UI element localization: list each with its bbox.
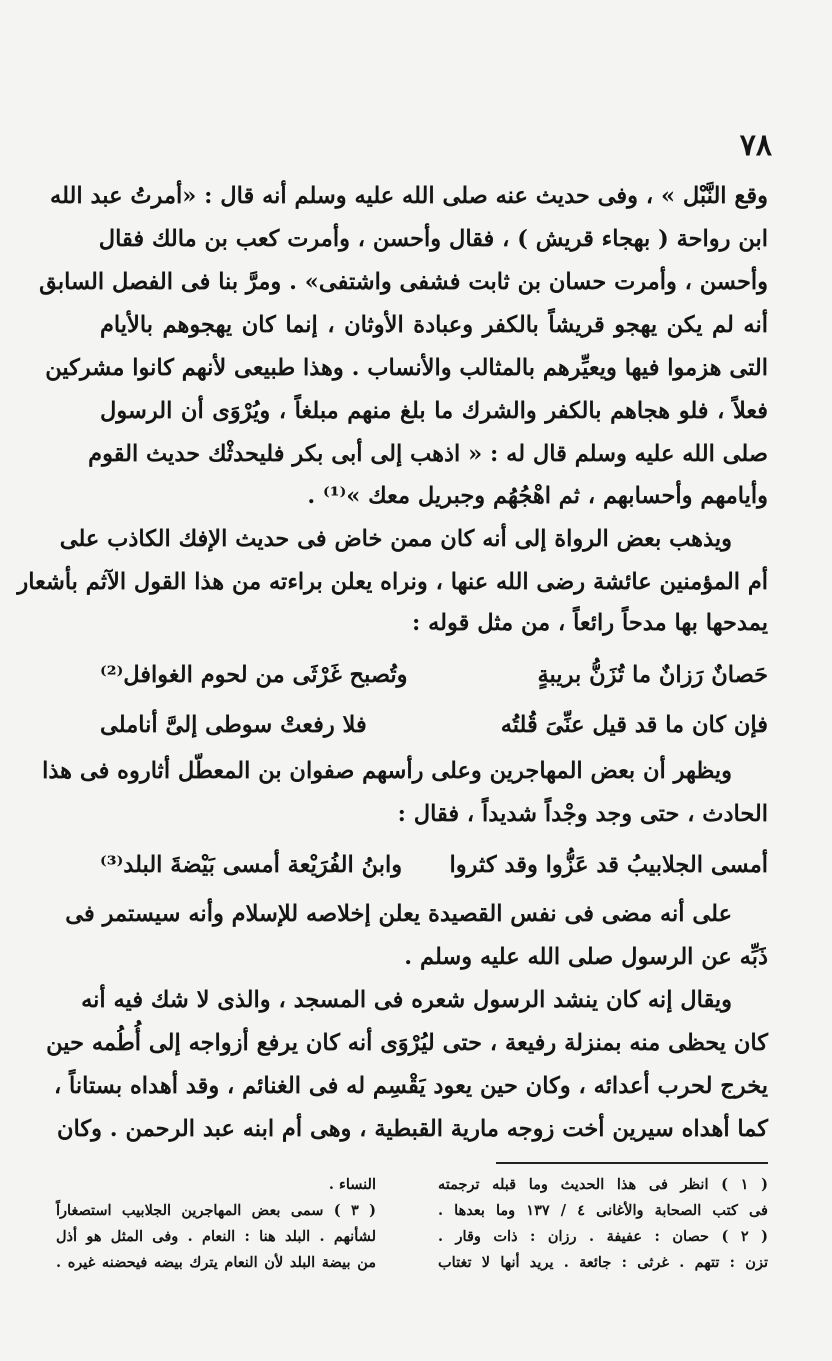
verse-hemistich: فلا رفعتْ سوطى إلىَّ أناملى <box>100 712 367 738</box>
text-line: ويذهب بعض الرواة إلى أنه كان ممن خاض فى حديث الإفك الكاذب على <box>59 526 732 552</box>
verse-hemistich: فإن كان ما قد قيل عنِّىَ قُلتُه <box>500 712 768 738</box>
text-line: وقع النَّبْل » ، وفى حديث عنه صلى الله عليه وسلم أنه قال : «أمرتُ عبد الله <box>50 183 768 209</box>
verse-hemistich: حَصانٌ رَزانٌ ما تُزَنُّ بريبةٍ <box>537 662 768 688</box>
text-line: كان يحظى منه بمنزلة رفيعة ، حتى ليُرْوَى أنه كان يرفع أزواجه إلى أُطُمه حين <box>46 1030 768 1056</box>
text-line: التى هزموا فيها ويعيِّرهم بالمثالب والأنساب . وهذا طبيعى لأنهم كانوا مشركين <box>45 355 768 381</box>
verse-hemistich: وتُصبح غَرْثَى من لحوم الغوافل⁽²⁾ <box>100 662 408 688</box>
text-line: يخرج لحرب أعدائه ، وكان حين يعود يَقْسِم له فى الغنائم ، وقد أهداه بستاناً ، <box>53 1073 768 1099</box>
text-line: وأحسن ، وأمرت حسان بن ثابت فشفى واشتفى» . ومرَّ بنا فى الفصل السابق <box>39 269 768 295</box>
verse-hemistich: أمسى الجلابيبُ قد عَزُّوا وقد كثروا <box>449 852 768 878</box>
footnote-line: من بيضة البلد لأن النعام يترك بيضه فيحضنه غيره . <box>56 1254 376 1271</box>
page-number: ٧٨ <box>739 128 772 163</box>
footnotes-left-column <box>56 1176 376 1280</box>
text-line: ويقال إنه كان ينشد الرسول شعره فى المسجد ، والذى لا شك فيه أنه <box>81 987 732 1013</box>
footnotes-right-column <box>438 1176 768 1280</box>
text-line: كما أهداه سيرين أخت زوجه مارية القبطية ، وهى أم ابنه عبد الرحمن . وكان <box>57 1116 768 1142</box>
text-line: يمدحها بها مدحاً رائعاً ، من مثل قوله : <box>411 610 768 636</box>
verse-hemistich: وابنُ الفُرَيْعة أمسى بَيْضةَ البلد⁽³⁾ <box>100 852 403 878</box>
text-line: ذَبِّه عن الرسول صلى الله عليه وسلم . <box>404 944 768 970</box>
text-line: وأيامهم وأحسابهم ، ثم اهْجُهُم وجبريل معك »⁽¹⁾ . <box>307 483 768 509</box>
text-line: أم المؤمنين عائشة رضى الله عنها ، ونراه يعلن براءته من هذا القول الآثم بأشعار <box>17 569 768 595</box>
footnote-line: ( ٣ ) سمى بعض المهاجرين الجلابيب استصغاراً <box>56 1202 376 1219</box>
text-line: ابن رواحة ( بهجاء قريش ) ، فقال وأحسن ، وأمرت كعب بن مالك فقال <box>98 226 768 252</box>
text-line: على أنه مضى فى نفس القصيدة يعلن إخلاصه للإسلام وأنه سيستمر فى <box>65 901 732 927</box>
text-line: فعلاً ، فلو هجاهم بالكفر والشرك ما بلغ منهم مبلغاً ، ويُرْوَى أن الرسول <box>100 398 768 424</box>
text-line: ويظهر أن بعض المهاجرين وعلى رأسهم صفوان بن المعطّل أثاروه فى هذا <box>42 758 732 784</box>
text-line: الحادث ، حتى وجد وجْداً شديداً ، فقال : <box>397 801 768 827</box>
footnote-line: النساء . <box>328 1176 376 1193</box>
footnote-line: تزن : تتهم . غرثى : جائعة . يريد أنها لا تغتاب <box>438 1254 768 1271</box>
footnote-line: فى كتب الصحابة والأغانى ٤ / ١٣٧ وما بعدها . <box>438 1202 768 1219</box>
text-line: صلى الله عليه وسلم قال له : « اذهب إلى أبى بكر فليحدثْك حديث القوم <box>88 441 768 467</box>
footnote-line: ( ١ ) انظر فى هذا الحديث وما قبله ترجمته <box>438 1176 768 1193</box>
footnote-line: لشأنهم . البلد هنا : النعام . وفى المثل هو أذل <box>56 1228 376 1245</box>
footnote-separator <box>496 1162 768 1164</box>
text-line: أنه لم يكن يهجو قريشاً بالكفر وعبادة الأوثان ، إنما كان يهجوهم بالأيام <box>100 312 768 338</box>
footnote-line: ( ٢ ) حصان : عفيفة . رزان : ذات وقار . <box>438 1228 768 1245</box>
